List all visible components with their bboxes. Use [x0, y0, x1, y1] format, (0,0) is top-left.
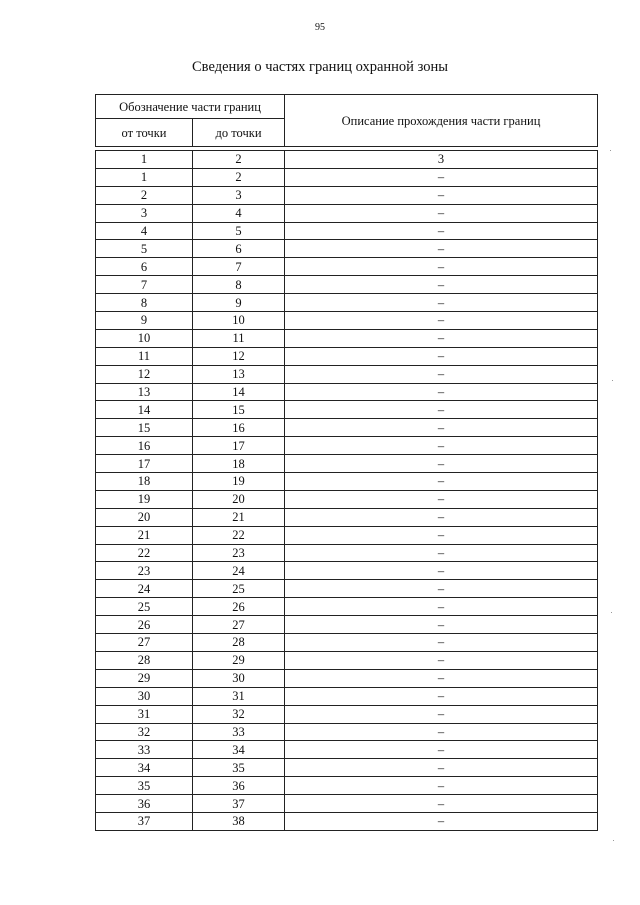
row-description-cell: –: [285, 651, 598, 669]
row-to-cell: 17: [193, 437, 285, 455]
row-from-cell: 22: [96, 544, 193, 562]
row-to-cell: 15: [193, 401, 285, 419]
row-from-cell: 10: [96, 329, 193, 347]
row-from-cell: 28: [96, 651, 193, 669]
table-row: [96, 651, 598, 669]
row-from-cell: 19: [96, 490, 193, 508]
row-description-cell: –: [285, 562, 598, 580]
table-row: [96, 222, 598, 240]
row-description-cell: –: [285, 544, 598, 562]
table-row: [96, 186, 598, 204]
row-description-cell: –: [285, 312, 598, 330]
row-to-cell: 31: [193, 687, 285, 705]
row-description-cell: –: [285, 687, 598, 705]
column-number-cell: 1: [96, 151, 193, 169]
row-from-cell: 36: [96, 795, 193, 813]
row-description-cell: –: [285, 795, 598, 813]
column-number-cell: 2: [193, 151, 285, 169]
row-description-cell: –: [285, 705, 598, 723]
row-to-cell: 8: [193, 276, 285, 294]
row-from-cell: 15: [96, 419, 193, 437]
row-to-cell: 27: [193, 616, 285, 634]
row-from-cell: 29: [96, 669, 193, 687]
row-to-cell: 21: [193, 508, 285, 526]
row-to-cell: 35: [193, 759, 285, 777]
row-description-cell: –: [285, 186, 598, 204]
row-from-cell: 4: [96, 222, 193, 240]
row-from-cell: 24: [96, 580, 193, 598]
row-to-cell: 7: [193, 258, 285, 276]
row-to-cell: 30: [193, 669, 285, 687]
row-to-cell: 38: [193, 812, 285, 830]
row-to-cell: 34: [193, 741, 285, 759]
row-description-cell: –: [285, 329, 598, 347]
table-row: [96, 329, 598, 347]
scan-speck: [610, 150, 611, 151]
row-from-cell: 6: [96, 258, 193, 276]
row-description-cell: –: [285, 204, 598, 222]
row-description-cell: –: [285, 526, 598, 544]
table-row: [96, 455, 598, 473]
row-description-cell: –: [285, 508, 598, 526]
row-description-cell: –: [285, 258, 598, 276]
table-row: [96, 294, 598, 312]
boundary-parts-table: [95, 94, 598, 831]
table-row: [96, 705, 598, 723]
table-row: [96, 759, 598, 777]
row-description-cell: –: [285, 723, 598, 741]
row-to-cell: 24: [193, 562, 285, 580]
row-to-cell: 23: [193, 544, 285, 562]
row-from-cell: 27: [96, 634, 193, 652]
table-row: [96, 437, 598, 455]
row-to-cell: 18: [193, 455, 285, 473]
row-from-cell: 20: [96, 508, 193, 526]
table-row: [96, 490, 598, 508]
table-row: [96, 383, 598, 401]
table-row: [96, 795, 598, 813]
row-description-cell: –: [285, 634, 598, 652]
table-row: [96, 562, 598, 580]
row-to-cell: 13: [193, 365, 285, 383]
row-from-cell: 23: [96, 562, 193, 580]
table-row: [96, 258, 598, 276]
row-to-cell: 26: [193, 598, 285, 616]
row-description-cell: –: [285, 276, 598, 294]
row-description-cell: –: [285, 347, 598, 365]
row-to-cell: 32: [193, 705, 285, 723]
table-row: [96, 812, 598, 830]
row-from-cell: 13: [96, 383, 193, 401]
column-number-cell: 3: [285, 151, 598, 169]
table-row: [96, 347, 598, 365]
row-to-cell: 4: [193, 204, 285, 222]
scan-speck: [611, 612, 612, 613]
table-row: [96, 687, 598, 705]
header-description: Описание прохождения части границ: [285, 95, 598, 147]
row-to-cell: 9: [193, 294, 285, 312]
row-from-cell: 7: [96, 276, 193, 294]
table-row: [96, 312, 598, 330]
page-title: Сведения о частях границ охранной зоны: [192, 59, 448, 75]
row-description-cell: –: [285, 437, 598, 455]
table-row: [96, 526, 598, 544]
row-description-cell: –: [285, 741, 598, 759]
row-from-cell: 32: [96, 723, 193, 741]
row-from-cell: 16: [96, 437, 193, 455]
row-to-cell: 5: [193, 222, 285, 240]
row-description-cell: –: [285, 168, 598, 186]
table-row: [96, 419, 598, 437]
table-row: [96, 634, 598, 652]
table-row: [96, 616, 598, 634]
row-from-cell: 31: [96, 705, 193, 723]
row-description-cell: –: [285, 222, 598, 240]
row-from-cell: 5: [96, 240, 193, 258]
row-description-cell: –: [285, 669, 598, 687]
row-to-cell: 10: [193, 312, 285, 330]
row-to-cell: 2: [193, 168, 285, 186]
row-from-cell: 9: [96, 312, 193, 330]
row-from-cell: 1: [96, 168, 193, 186]
table-row: [96, 365, 598, 383]
row-from-cell: 2: [96, 186, 193, 204]
row-to-cell: 20: [193, 490, 285, 508]
row-description-cell: –: [285, 616, 598, 634]
page-number: 95: [315, 22, 325, 33]
table-row: [96, 598, 598, 616]
row-to-cell: 12: [193, 347, 285, 365]
row-to-cell: 6: [193, 240, 285, 258]
row-description-cell: –: [285, 777, 598, 795]
row-to-cell: 19: [193, 473, 285, 491]
row-to-cell: 11: [193, 329, 285, 347]
table-row: [96, 580, 598, 598]
row-description-cell: –: [285, 294, 598, 312]
row-from-cell: 17: [96, 455, 193, 473]
row-from-cell: 34: [96, 759, 193, 777]
row-description-cell: –: [285, 419, 598, 437]
row-to-cell: 33: [193, 723, 285, 741]
table-row: [96, 473, 598, 491]
table-row: [96, 401, 598, 419]
row-to-cell: 36: [193, 777, 285, 795]
table-row: [96, 669, 598, 687]
row-to-cell: 28: [193, 634, 285, 652]
table-row: [96, 741, 598, 759]
row-from-cell: 3: [96, 204, 193, 222]
table-row: [96, 723, 598, 741]
row-description-cell: –: [285, 473, 598, 491]
row-from-cell: 18: [96, 473, 193, 491]
row-from-cell: 26: [96, 616, 193, 634]
row-to-cell: 16: [193, 419, 285, 437]
row-to-cell: 3: [193, 186, 285, 204]
row-from-cell: 8: [96, 294, 193, 312]
row-description-cell: –: [285, 240, 598, 258]
row-description-cell: –: [285, 365, 598, 383]
row-to-cell: 29: [193, 651, 285, 669]
row-to-cell: 37: [193, 795, 285, 813]
header-from-point: от точки: [96, 119, 193, 147]
table-row: [96, 168, 598, 186]
row-from-cell: 30: [96, 687, 193, 705]
table-body: [96, 147, 598, 831]
row-from-cell: 37: [96, 812, 193, 830]
row-description-cell: –: [285, 490, 598, 508]
scan-speck: [613, 840, 614, 841]
table-row: [96, 777, 598, 795]
row-to-cell: 25: [193, 580, 285, 598]
table-row: [96, 276, 598, 294]
row-from-cell: 35: [96, 777, 193, 795]
row-to-cell: 22: [193, 526, 285, 544]
table-row: [96, 544, 598, 562]
row-description-cell: –: [285, 383, 598, 401]
table-row: [96, 204, 598, 222]
header-designation: Обозначение части границ: [96, 95, 285, 119]
table-row: [96, 240, 598, 258]
row-from-cell: 21: [96, 526, 193, 544]
row-description-cell: –: [285, 759, 598, 777]
row-from-cell: 12: [96, 365, 193, 383]
row-from-cell: 11: [96, 347, 193, 365]
row-description-cell: –: [285, 455, 598, 473]
row-description-cell: –: [285, 598, 598, 616]
header-to-point: до точки: [193, 119, 285, 147]
table-row: [96, 508, 598, 526]
column-number-row: [96, 151, 598, 169]
scan-speck: [612, 380, 613, 381]
row-description-cell: –: [285, 401, 598, 419]
row-from-cell: 25: [96, 598, 193, 616]
row-description-cell: –: [285, 580, 598, 598]
row-from-cell: 14: [96, 401, 193, 419]
row-description-cell: –: [285, 812, 598, 830]
row-from-cell: 33: [96, 741, 193, 759]
row-to-cell: 14: [193, 383, 285, 401]
